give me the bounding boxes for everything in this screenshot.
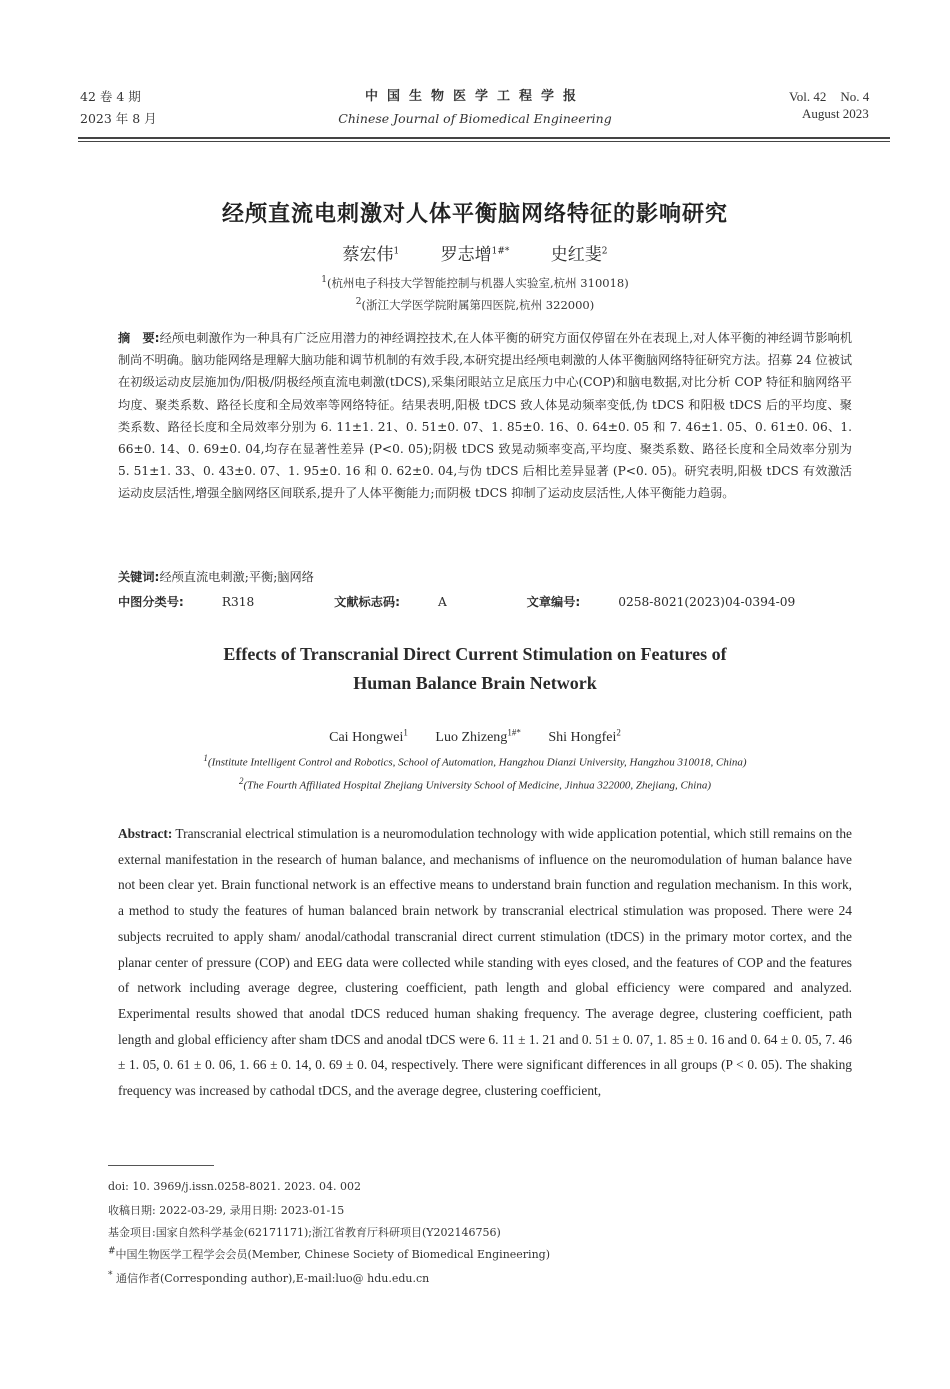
abstract-cn bbox=[118, 327, 852, 505]
footnote-dates: 收稿日期: 2022-03-29, 录用日期: 2023-01-15 bbox=[108, 1204, 345, 1217]
footnote-fund: 基金项目:国家自然科学基金(62171171);浙江省教育厅科研项目(Y202146756) bbox=[108, 1226, 501, 1239]
abstract-cn-text: 经颅电刺激作为一种具有广泛应用潜力的神经调控技术,在人体平衡的研究方面仅停留在外在表现上,对人体平衡的神经调节影响机制尚不明确。脑功能网络是理解大脑功能和调节机制的有效手段,本研究提出经颅电刺激的人体平衡脑网络特征研究方法。招募 24 位被试在初级运动皮层施加伪/阳极/阴极经颅直流电刺激(tDCS),采集闭眼站立足底压力中心(COP)和脑电数据,对比分析 COP 特征和脑网络平均度、聚类系数、路径长度和全局效率等网络特征。结果表明,阳极 tDCS 致人体晃动频率变低,伪 tDCS 和阳极 tDCS 后的平均度、聚类系数、路径长度和全局效率分别为 6. 11±1. 21、0. 51±0. 07、1. 85±0. 16、0. 64±0. 05 和 7. 46±1. 05、0. 61±0. 06、1. 66±0. 14、0. 69±0. 04,均存在显著性差异 (P<0. 05);阴极 tDCS 致晃动频率变高,平均度、聚类系数、路径长度和全局效率分别为 5. 51±1. 33、0. 43±0. 07、1. 95±0. 16 和 0. 62±0. 04,与伪 tDCS 后相比差异显著 (P<0. 05)。研究表明,阳极 tDCS 有效激活运动皮层活性,增强全脑网络区间联系,提升了人体平衡能力;而阴极 tDCS 抑制了运动皮层活性,人体平衡能力趋弱。 bbox=[118, 331, 853, 501]
author-cn: 蔡宏伟$^1$ bbox=[342, 245, 400, 265]
author-en: Luo Zhizeng$^{1\#*}$ bbox=[435, 727, 521, 745]
abstract-cn-label: 摘 要: bbox=[118, 331, 160, 345]
footnote-member: #中国生物医学工程学会会员(Member, Chinese Society of Biomedical Engineering) bbox=[108, 1246, 550, 1261]
journal-name-cn: 中国生物医学工程学报 bbox=[364, 89, 585, 104]
author-cn: 史红斐$^2$ bbox=[550, 245, 608, 265]
footnote-corresponding: * 通信作者(Corresponding author),E-mail:luo@ hdu.edu.cn bbox=[108, 1270, 430, 1285]
header-rule-thin bbox=[78, 141, 890, 142]
header-issue: 42 卷 4 期 bbox=[80, 89, 141, 104]
abstract-en-text: Transcranial electrical stimulation is a neuromodulation technology with wide application potential, which still remains on the external manifestation in the research of human balance, and mechanisms of influence on the neuromodulation of human balance have not been clear yet. Brain functional network is an effective means to understand brain function and regulation mechanism. In this work, a method to study the features of human balanced brain network by transcranial electrical stimulation was proposed. There were 24 subjects recruited to apply sham/ anodal/cathodal transcranial direct current stimulation (tDCS) in the primary motor cortex, and the planar center of pressure (COP) and EEG data were collected while standing with eyes closed, and the features of COP and the features of network including average degree, clustering coefficient, path length and global efficiency were compared and analyzed. Experimental results showed that anodal tDCS reduced human shaking frequency. The average degree, clustering coefficient, path length and global efficiency after sham tDCS and anodal tDCS were 6. 11 ± 1. 21 and 0. 51 ± 0. 07, 1. 85 ± 0. 16 and 0. 64 ± 0. 05, 7. 46 ± 1. 05, 0. 61 ± 0. 06, 1. 66 ± 0. 14, 0. 69 ± 0. 04, respectively. There were significant differences in all groups (P < 0. 05). The shaking frequency was increased by cathodal tDCS, and the average degree, clustering coefficient, bbox=[118, 826, 852, 1099]
affiliation-en-1: $^1$(Institute Intelligent Control and Robotics, School of Automation, Hangzhou Dianzi University, Hangzhou 310018, China) bbox=[203, 753, 747, 769]
footnote-rule bbox=[108, 1165, 214, 1166]
keywords-cn: 关键词:经颅直流电刺激;平衡;脑网络 bbox=[118, 570, 314, 584]
author-cn: 罗志增$^{1\#*}$ bbox=[440, 245, 510, 265]
author-en: Cai Hongwei$^1$ bbox=[329, 727, 408, 745]
classification-meta: 中图分类号: R318 文献标志码: A 文章编号: 0258-8021(2023)04-0394-09 bbox=[118, 595, 796, 609]
header-month: August 2023 bbox=[802, 106, 869, 121]
footnote-doi: doi: 10. 3969/j.issn.0258-8021. 2023. 04. 002 bbox=[108, 1180, 362, 1193]
author-en: Shi Hongfei$^2$ bbox=[548, 727, 621, 745]
header-date: 2023 年 8 月 bbox=[80, 111, 157, 126]
authors-cn bbox=[80, 240, 870, 265]
abstract-en-label: Abstract: bbox=[118, 826, 173, 841]
affiliation-cn-1: $^1$(杭州电子科技大学智能控制与机器人实验室,杭州 310018) bbox=[321, 275, 629, 290]
header-volume: Vol. 42 No. 4 bbox=[789, 89, 870, 104]
title-en: Effects of Transcranial Direct Current Stimulation on Features of Human Balance Brain Network bbox=[223, 644, 727, 693]
affiliation-cn-2: $^2$(浙江大学医学院附属第四医院,杭州 322000) bbox=[355, 297, 595, 312]
title-cn: 经颅直流电刺激对人体平衡脑网络特征的影响研究 bbox=[221, 202, 728, 227]
affiliation-en-2: $^2$(The Fourth Affiliated Hospital Zhejiang University School of Medicine, Jinhua 322000, Zhejiang, China) bbox=[238, 776, 712, 792]
header-rule-thick bbox=[78, 137, 890, 139]
journal-name-en: Chinese Journal of Biomedical Engineering bbox=[338, 111, 612, 126]
abstract-en bbox=[118, 821, 852, 1104]
authors-en bbox=[80, 727, 870, 746]
